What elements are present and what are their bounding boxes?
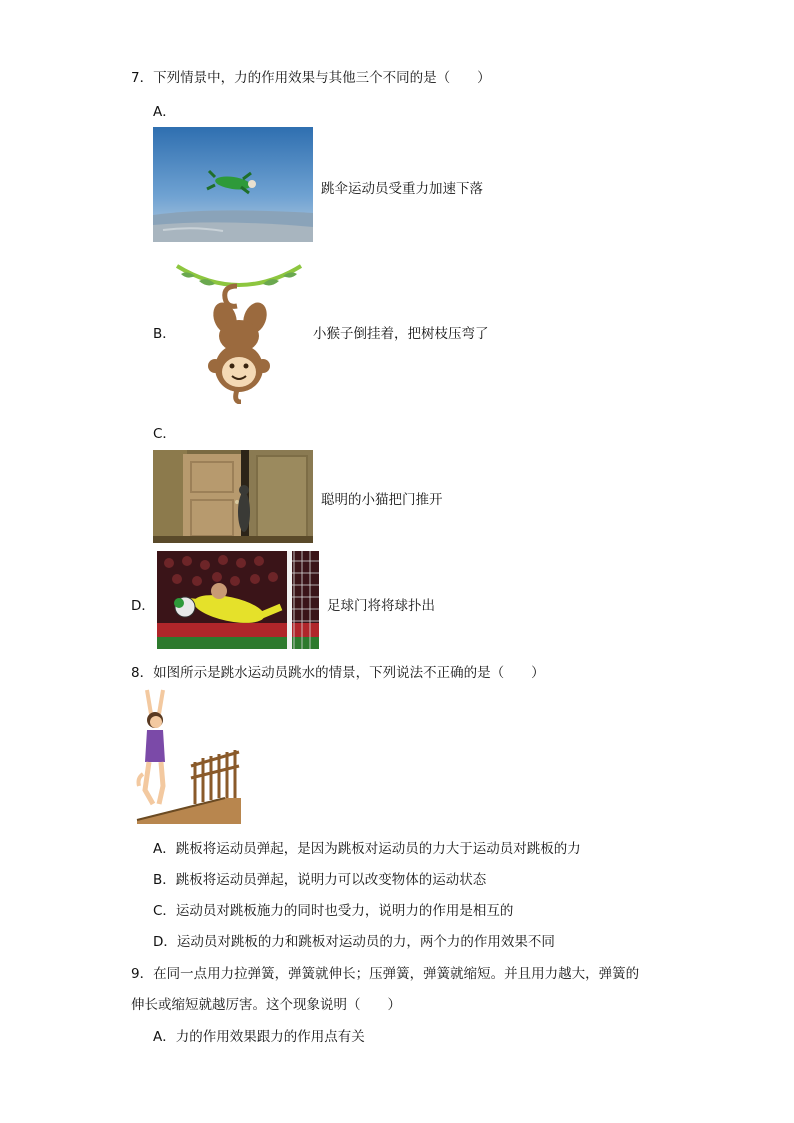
cat-opening-door-photo [153,450,313,543]
q7-option-b-label: B． [153,326,176,342]
q7-option-a-caption: 跳伞运动员受重力加速下落 [321,181,483,197]
q8-option-b: B．跳板将运动员弹起，说明力可以改变物体的运动状态 [153,872,487,888]
q7-option-d-label: D． [131,598,155,614]
q7-option-c-label: C． [153,426,176,442]
q7-option-b-caption: 小猴子倒挂着，把树枝压弯了 [313,326,489,342]
diver-on-springboard-illustration [133,686,243,826]
skydiver-photo [153,127,313,242]
q8-option-c: C．运动员对跳板施力的同时也受力，说明力的作用是相互的 [153,903,514,919]
question-9-stem-line2: 伸长或缩短就越厉害。这个现象说明（ ） [131,997,401,1013]
question-9-stem-line1: 9．在同一点用力拉弹簧，弹簧就伸长；压弹簧，弹簧就缩短。并且用力越大，弹簧的 [131,966,640,982]
q9-option-a: A．力的作用效果跟力的作用点有关 [153,1029,365,1045]
q8-option-d: D．运动员对跳板的力和跳板对运动员的力，两个力的作用效果不同 [153,934,555,950]
question-7-stem: 7．下列情景中，力的作用效果与其他三个不同的是（ ） [131,70,491,86]
q7-option-d-caption: 足球门将将球扑出 [327,598,435,614]
q8-option-a: A．跳板将运动员弹起，是因为跳板对运动员的力大于运动员对跳板的力 [153,841,581,857]
q7-option-a-label: A． [153,104,176,120]
question-8-stem: 8．如图所示是跳水运动员跳水的情景，下列说法不正确的是（ ） [131,665,545,681]
monkey-on-vine-illustration [175,262,303,404]
q7-option-c-caption: 聪明的小猫把门推开 [321,492,443,508]
goalkeeper-save-photo [157,551,319,649]
